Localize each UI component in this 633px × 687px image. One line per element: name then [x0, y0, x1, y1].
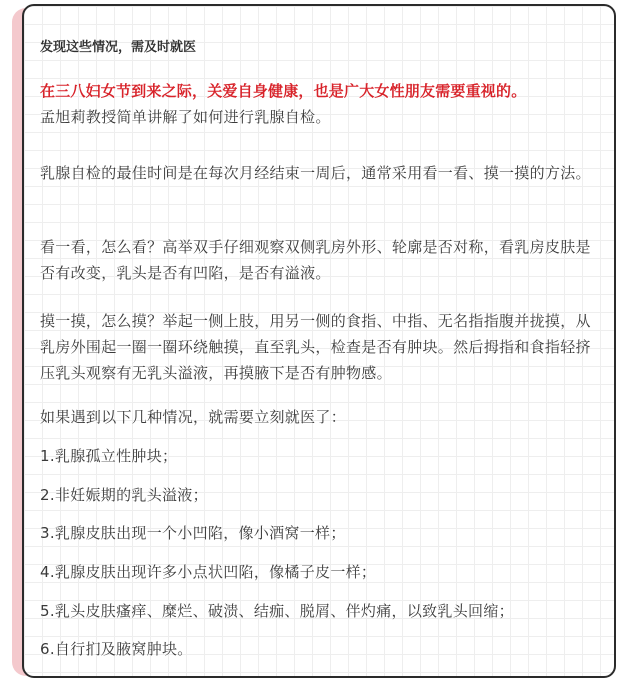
paragraph-see-doctor: 如果遇到以下几种情况，就需要立刻就医了：: [40, 408, 347, 426]
list-item: 3.乳腺皮肤出现一个小凹陷，像小酒窝一样；: [40, 524, 346, 542]
list-item: 6.自行扪及腋窝肿块。: [40, 640, 193, 658]
highlight-text: 在三八妇女节到来之际，关爱自身健康，也是广大女性朋友需要重视的。: [40, 82, 527, 100]
paragraph-look: 看一看，怎么看？高举双手仔细观察双侧乳房外形、轮廓是否对称，看乳房皮肤是否有改变，乳头是否有凹陷，是否有溢液。: [40, 238, 591, 282]
section-heading: 发现这些情况，需及时就医: [40, 40, 197, 55]
intro-paragraph: [40, 78, 602, 130]
list-item: 2.非妊娠期的乳头溢液；: [40, 486, 208, 504]
article-card: [22, 4, 616, 678]
list-item: 4.乳腺皮肤出现许多小点状凹陷，像橘子皮一样；: [40, 563, 377, 581]
list-item: 1.乳腺孤立性肿块；: [40, 447, 178, 465]
paragraph-best-time: 乳腺自检的最佳时间是在每次月经结束一周后，通常采用看一看、摸一摸的方法。: [40, 164, 591, 182]
list-item: 5.乳头皮肤瘙痒、糜烂、破溃、结痂、脱屑、伴灼痛，以致乳头回缩；: [40, 602, 514, 620]
intro-text: 孟旭莉教授简单讲解了如何进行乳腺自检。: [40, 108, 331, 126]
paragraph-touch: 摸一摸，怎么摸？举起一侧上肢，用另一侧的食指、中指、无名指指腹并拢摸，从乳房外围起一圈一圈环绕触摸，直至乳头，检查是否有肿块。然后拇指和食指轻挤压乳头观察有无乳头溢液，再摸腋下是否有肿物感。: [40, 312, 591, 382]
